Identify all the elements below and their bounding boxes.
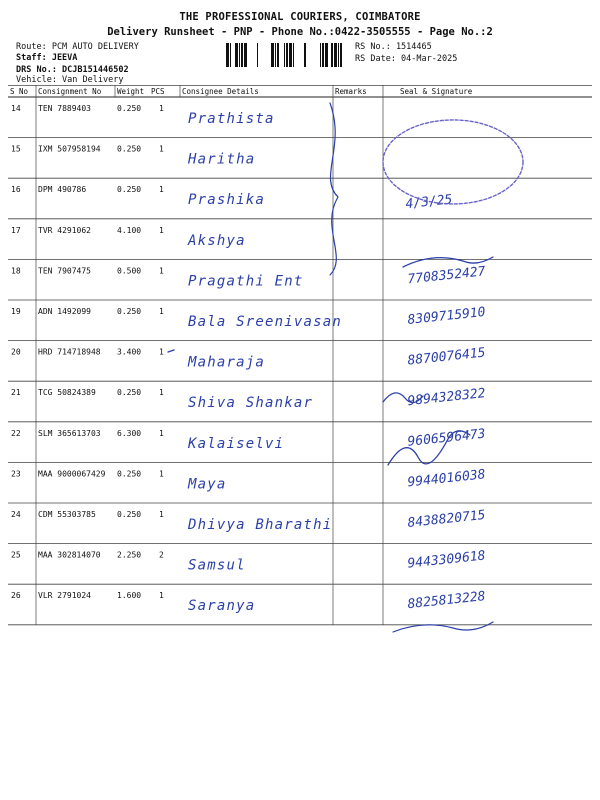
row-consignment: CDM 55303785 <box>38 510 96 519</box>
drs-number: DRS No.: DCJB151446502 <box>16 65 129 75</box>
row-weight: 4.100 <box>117 225 142 235</box>
row-consignment: MAA 302814070 <box>38 550 101 560</box>
barcode-bar <box>277 43 279 67</box>
table-row <box>11 427 486 452</box>
row-consignee-handwritten: Bala Sreenivasan <box>188 314 343 330</box>
table-row <box>11 548 486 573</box>
row-weight: 0.250 <box>117 104 142 113</box>
barcode-bar <box>235 43 238 67</box>
row-consignment: IXM 507958194 <box>38 144 101 154</box>
company-title: THE PROFESSIONAL COURIERS, COIMBATORE <box>179 11 421 23</box>
row-weight: 2.250 <box>117 550 142 560</box>
table-row <box>11 145 255 168</box>
row-sno: 20 <box>11 347 21 357</box>
row-consignment: TEN 7889403 <box>38 104 91 113</box>
row-consignee-handwritten: Prashika <box>188 192 266 209</box>
row-signature-handwritten: 9944016038 <box>406 467 487 491</box>
row-sno: 23 <box>11 469 21 479</box>
row-consignee-handwritten: Akshya <box>188 232 246 249</box>
row-consignee-handwritten: Prathista <box>188 111 275 127</box>
row-signature-handwritten: 8825813228 <box>406 589 487 613</box>
row-consignment: HRD 714718948 <box>38 347 101 357</box>
table-row <box>11 345 486 370</box>
vehicle-label: Vehicle: Van Delivery <box>16 75 124 85</box>
table-row <box>11 386 486 411</box>
table-header-row <box>10 87 473 96</box>
barcode-bar <box>275 43 276 67</box>
stamp-seal <box>383 120 523 204</box>
row-signature-handwritten: 9443309618 <box>406 548 487 572</box>
row-consignee-handwritten: Haritha <box>188 151 256 168</box>
row-weight: 0.250 <box>117 510 142 519</box>
row-weight: 0.250 <box>117 185 142 195</box>
row-weight: 0.250 <box>117 469 142 479</box>
row-signature-handwritten: 4/3/25 <box>404 192 454 213</box>
row-consignment: DPM 490786 <box>38 185 87 195</box>
table-row <box>11 589 486 614</box>
row-pcs: 1 <box>159 225 164 235</box>
row-pcs: 1 <box>159 185 164 195</box>
barcode-bar <box>230 43 231 67</box>
row-pcs: 1 <box>159 469 164 479</box>
barcode-bar <box>239 43 240 67</box>
table-row <box>11 264 486 289</box>
rs-date: RS Date: 04-Mar-2025 <box>355 54 458 64</box>
barcode-bar <box>244 43 247 67</box>
pen-tick <box>168 350 174 352</box>
row-consignment: TEN 7907475 <box>38 266 91 276</box>
row-pcs: 1 <box>159 388 164 398</box>
rs-number: RS No.: 1514465 <box>355 42 432 52</box>
barcode-bar <box>286 43 288 67</box>
row-consignment: MAA 9000067429 <box>38 469 106 479</box>
table-row <box>11 508 486 533</box>
row-sno: 22 <box>11 428 21 438</box>
barcode-image <box>226 43 350 67</box>
row-sno: 15 <box>11 144 21 154</box>
row-consignee-handwritten: Maharaja <box>188 354 266 371</box>
table-row <box>11 467 486 492</box>
barcode-bar <box>241 43 243 67</box>
row-signature-handwritten: 8870076415 <box>406 345 487 369</box>
row-weight: 0.250 <box>117 307 142 316</box>
row-signature-handwritten: 9606596473 <box>406 426 487 450</box>
route-label: Route: PCM AUTO DELIVERY <box>16 42 139 52</box>
row-weight: 1.600 <box>117 591 142 601</box>
barcode-bar <box>293 43 294 67</box>
row-sno: 14 <box>11 104 21 113</box>
row-pcs: 1 <box>159 591 164 601</box>
table-row <box>11 305 486 330</box>
row-weight: 0.500 <box>117 266 142 276</box>
barcode-bar <box>226 43 229 67</box>
row-consignee-handwritten: Samsul <box>188 557 246 574</box>
column-header: Consignment No <box>38 87 102 96</box>
staff-label: Staff: JEEVA <box>16 53 78 63</box>
brace-mark <box>330 103 338 275</box>
runsheet-subtitle: Delivery Runsheet - PNP - Phone No.:0422-3505555 - Page No.:2 <box>107 26 493 38</box>
row-sno: 19 <box>11 307 21 316</box>
row-consignment: VLR 2791024 <box>38 591 91 601</box>
table-row <box>11 104 275 127</box>
row-sno: 24 <box>11 510 21 519</box>
row-weight: 6.300 <box>117 428 142 438</box>
row-consignee-handwritten: Saranya <box>188 598 256 615</box>
row-signature-handwritten: 9894328322 <box>406 386 487 410</box>
row-sno: 17 <box>11 225 21 235</box>
runsheet-table <box>8 85 592 645</box>
row-consignment: TVR 4291062 <box>38 225 91 235</box>
barcode-bar <box>338 43 339 67</box>
column-header: Consignee Details <box>182 87 259 96</box>
row-sno: 26 <box>11 591 21 601</box>
barcode-bar <box>257 43 258 67</box>
barcode-bar <box>322 43 324 67</box>
barcode-bar <box>271 43 274 67</box>
row-pcs: 1 <box>159 266 164 276</box>
row-signature-handwritten: 7708352427 <box>406 264 487 288</box>
row-sno: 18 <box>11 266 21 276</box>
row-consignment: TCG 50824389 <box>38 388 96 398</box>
row-weight: 0.250 <box>117 388 142 398</box>
table-row <box>11 226 246 249</box>
barcode-bar <box>289 43 292 67</box>
row-sno: 21 <box>11 388 21 398</box>
row-weight: 0.250 <box>117 144 142 154</box>
row-signature-handwritten: 8309715910 <box>406 304 487 328</box>
row-consignment: SLM 365613703 <box>38 428 101 438</box>
row-pcs: 1 <box>159 307 164 316</box>
row-pcs: 1 <box>159 510 164 519</box>
row-pcs: 1 <box>159 347 164 357</box>
row-consignee-handwritten: Shiva Shankar <box>188 395 314 412</box>
column-header: Remarks <box>335 87 367 96</box>
row-weight: 3.400 <box>117 347 142 357</box>
barcode-bar <box>304 43 306 67</box>
row-sno: 16 <box>11 185 21 195</box>
column-header: Weight <box>117 87 145 96</box>
row-pcs: 1 <box>159 428 164 438</box>
row-consignee-handwritten: Pragathi Ent <box>188 273 304 290</box>
row-consignee-handwritten: Dhivya Bharathi <box>188 517 333 533</box>
barcode-bar <box>284 43 285 67</box>
barcode-bar <box>340 43 342 67</box>
row-pcs: 1 <box>159 104 164 113</box>
column-header: PCS <box>151 87 165 96</box>
column-header: S No <box>10 87 29 96</box>
row-consignee-handwritten: Kalaiselvi <box>188 435 285 452</box>
row-sno: 25 <box>11 550 21 560</box>
barcode-bar <box>320 43 321 67</box>
table-body <box>11 104 486 614</box>
row-pcs: 1 <box>159 144 164 154</box>
barcode-bar <box>325 43 328 67</box>
barcode-bar <box>331 43 333 67</box>
row-signature-handwritten: 8438820715 <box>406 507 487 531</box>
column-header: Seal & Signature <box>400 87 473 96</box>
row-consignment: ADN 1492099 <box>38 307 91 316</box>
signature-scribble <box>393 622 493 632</box>
table-row <box>11 185 453 212</box>
row-pcs: 2 <box>159 550 164 560</box>
barcode-bar <box>334 43 337 67</box>
row-consignee-handwritten: Maya <box>188 476 227 493</box>
